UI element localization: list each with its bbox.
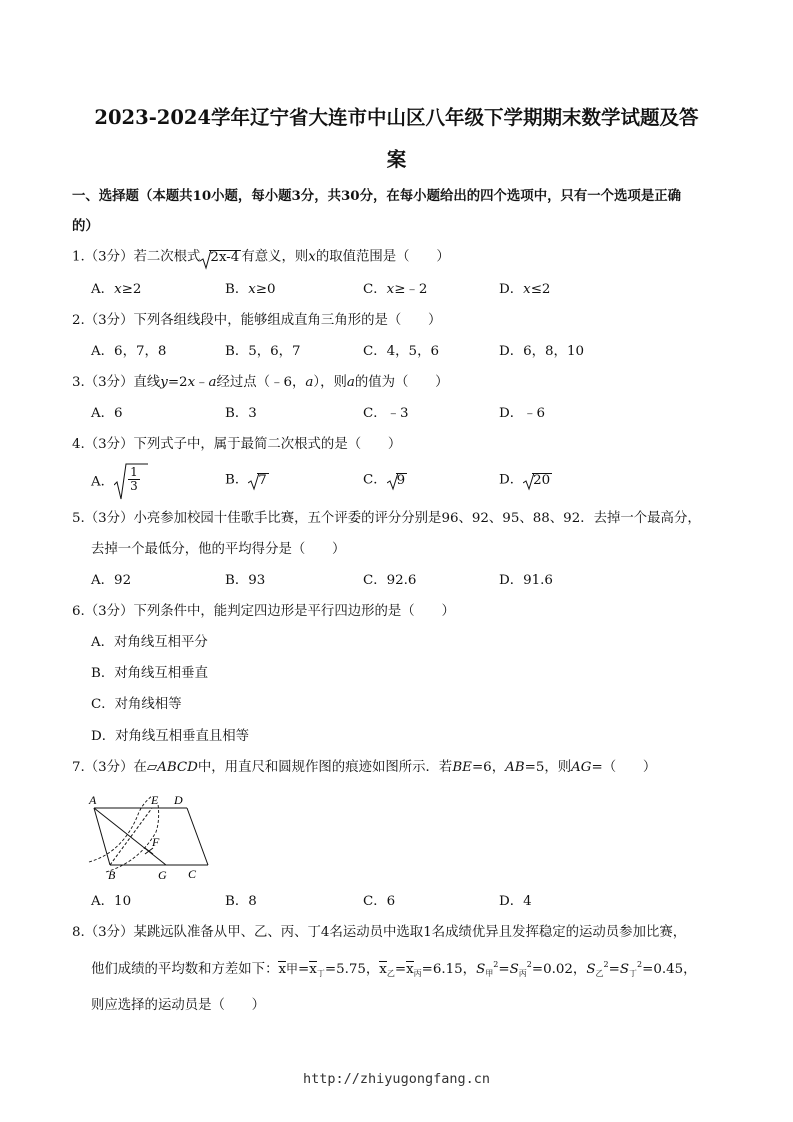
- q2-option-c[interactable]: C．4，5，6: [363, 344, 439, 359]
- question-8-stem-line3: 则应选择的运动员是（ ）: [91, 998, 266, 1013]
- q2-option-d[interactable]: D．6，8，10: [499, 344, 584, 359]
- question-1-stem: [72, 250, 450, 264]
- question-5-stem-line1: 5.（3分）小亮参加校园十佳歌手比赛，五个评委的评分分别是96、92、95、88、92．去掉一个最高分，: [72, 511, 701, 526]
- question-4-stem: 4.（3分）下列式子中，属于最简二次根式的是（ ）: [72, 437, 402, 452]
- footer-url[interactable]: http://zhiyugongfang.cn: [303, 1071, 490, 1087]
- fig-label-b: B: [108, 868, 116, 882]
- q2-option-b[interactable]: B．5，6，7: [225, 344, 301, 359]
- q1-option-b[interactable]: B．x≥0: [225, 282, 276, 297]
- q1-radical: [200, 250, 241, 264]
- q1-pre: 1.（3分）若二次根式: [72, 249, 201, 265]
- q1-radicand: 2x-4: [210, 250, 240, 265]
- q4-radical-d: 20: [523, 473, 552, 487]
- q6-option-c[interactable]: C．对角线相等: [91, 697, 182, 712]
- section-heading-line2: 的）: [72, 218, 99, 234]
- q4-option-c[interactable]: C． 9: [363, 472, 406, 488]
- q4-option-a[interactable]: A． $\frac{1}{3}$: [91, 463, 146, 501]
- q5-option-a[interactable]: A．92: [91, 573, 132, 588]
- parallelogram-figure: [84, 792, 214, 884]
- fig-label-g: G: [158, 868, 167, 882]
- question-3-stem: 3.（3分）直线y=2x﹣a经过点（﹣6，a），则a的值为（ ）: [72, 375, 449, 390]
- question-8-stem-line1: 8.（3分）某跳远队准备从甲、乙、丙、丁4名运动员中选取1名成绩优异且发挥稳定的运动员参加比赛，: [72, 925, 687, 940]
- q5-option-d[interactable]: D．91.6: [499, 573, 553, 588]
- question-8-stem-line2: 他们成绩的平均数和方差如下：x甲$=x_丁=5.75$，$x_乙=x_丙=6.15$，$S_甲^2=S_丙^2=0.02$，$S_乙^2=S_丁^2=0.45$，: [91, 960, 697, 978]
- q4-radical-c: 9: [387, 473, 408, 487]
- q6-option-b[interactable]: B．对角线互相垂直: [91, 666, 208, 681]
- q7-option-d[interactable]: D．4: [499, 894, 532, 909]
- q1-var: x: [308, 249, 316, 265]
- question-2-stem: 2.（3分）下列各组线段中，能够组成直角三角形的是（ ）: [72, 313, 442, 328]
- fig-label-c: C: [188, 867, 197, 881]
- fig-label-d: D: [174, 793, 183, 807]
- q2-option-a[interactable]: A．6，7，8: [91, 344, 167, 359]
- page-title-line2: 案: [386, 148, 407, 171]
- q1-option-d[interactable]: D．x≤2: [499, 282, 551, 297]
- q4-option-d[interactable]: D． 20: [499, 472, 551, 488]
- fig-label-a: A: [89, 793, 97, 807]
- question-7-stem: 7.（3分）在▱ABCD中，用直尺和圆规作图的痕迹如图所示．若BE=6，AB=5，则AG=（ ）: [72, 760, 657, 775]
- q3-option-c[interactable]: C．﹣3: [363, 406, 409, 421]
- q6-option-d[interactable]: D．对角线互相垂直且相等: [91, 729, 250, 744]
- q7-option-a[interactable]: A．10: [91, 894, 132, 909]
- q4-radical-a: $\frac{1}{3}$: [114, 463, 146, 501]
- q5-option-b[interactable]: B．93: [225, 573, 266, 588]
- question-5-stem-line2: 去掉一个最低分，他的平均得分是（ ）: [91, 542, 346, 557]
- q7-option-b[interactable]: B．8: [225, 894, 257, 909]
- q3-option-b[interactable]: B．3: [225, 406, 257, 421]
- fig-label-e: E: [151, 793, 159, 807]
- question-6-stem: 6.（3分）下列条件中，能判定四边形是平行四边形的是（ ）: [72, 604, 455, 619]
- q1-option-c[interactable]: C．x≥﹣2: [363, 282, 428, 297]
- q1-option-a[interactable]: A．x≥2: [91, 282, 142, 297]
- q3-option-d[interactable]: D．﹣6: [499, 406, 546, 421]
- q7-option-c[interactable]: C．6: [363, 894, 396, 909]
- fig-label-f: F: [152, 835, 160, 849]
- q4-radical-b: 7: [248, 473, 269, 487]
- q1-post1: 有意义，则: [241, 249, 309, 265]
- q1-post2: 的取值范围是（ ）: [315, 249, 450, 265]
- page-title-line1: 2023-2024学年辽宁省大连市中山区八年级下学期期末数学试题及答: [94, 106, 699, 129]
- q6-option-a[interactable]: A．对角线互相平分: [91, 635, 208, 650]
- q3-option-a[interactable]: A．6: [91, 406, 123, 421]
- section-heading-line1: 一、选择题（本题共10小题，每小题3分，共30分，在每小题给出的四个选项中，只有一个选项是正确: [72, 188, 681, 204]
- q5-option-c[interactable]: C．92.6: [363, 573, 417, 588]
- q4-option-b[interactable]: B． 7: [225, 472, 267, 488]
